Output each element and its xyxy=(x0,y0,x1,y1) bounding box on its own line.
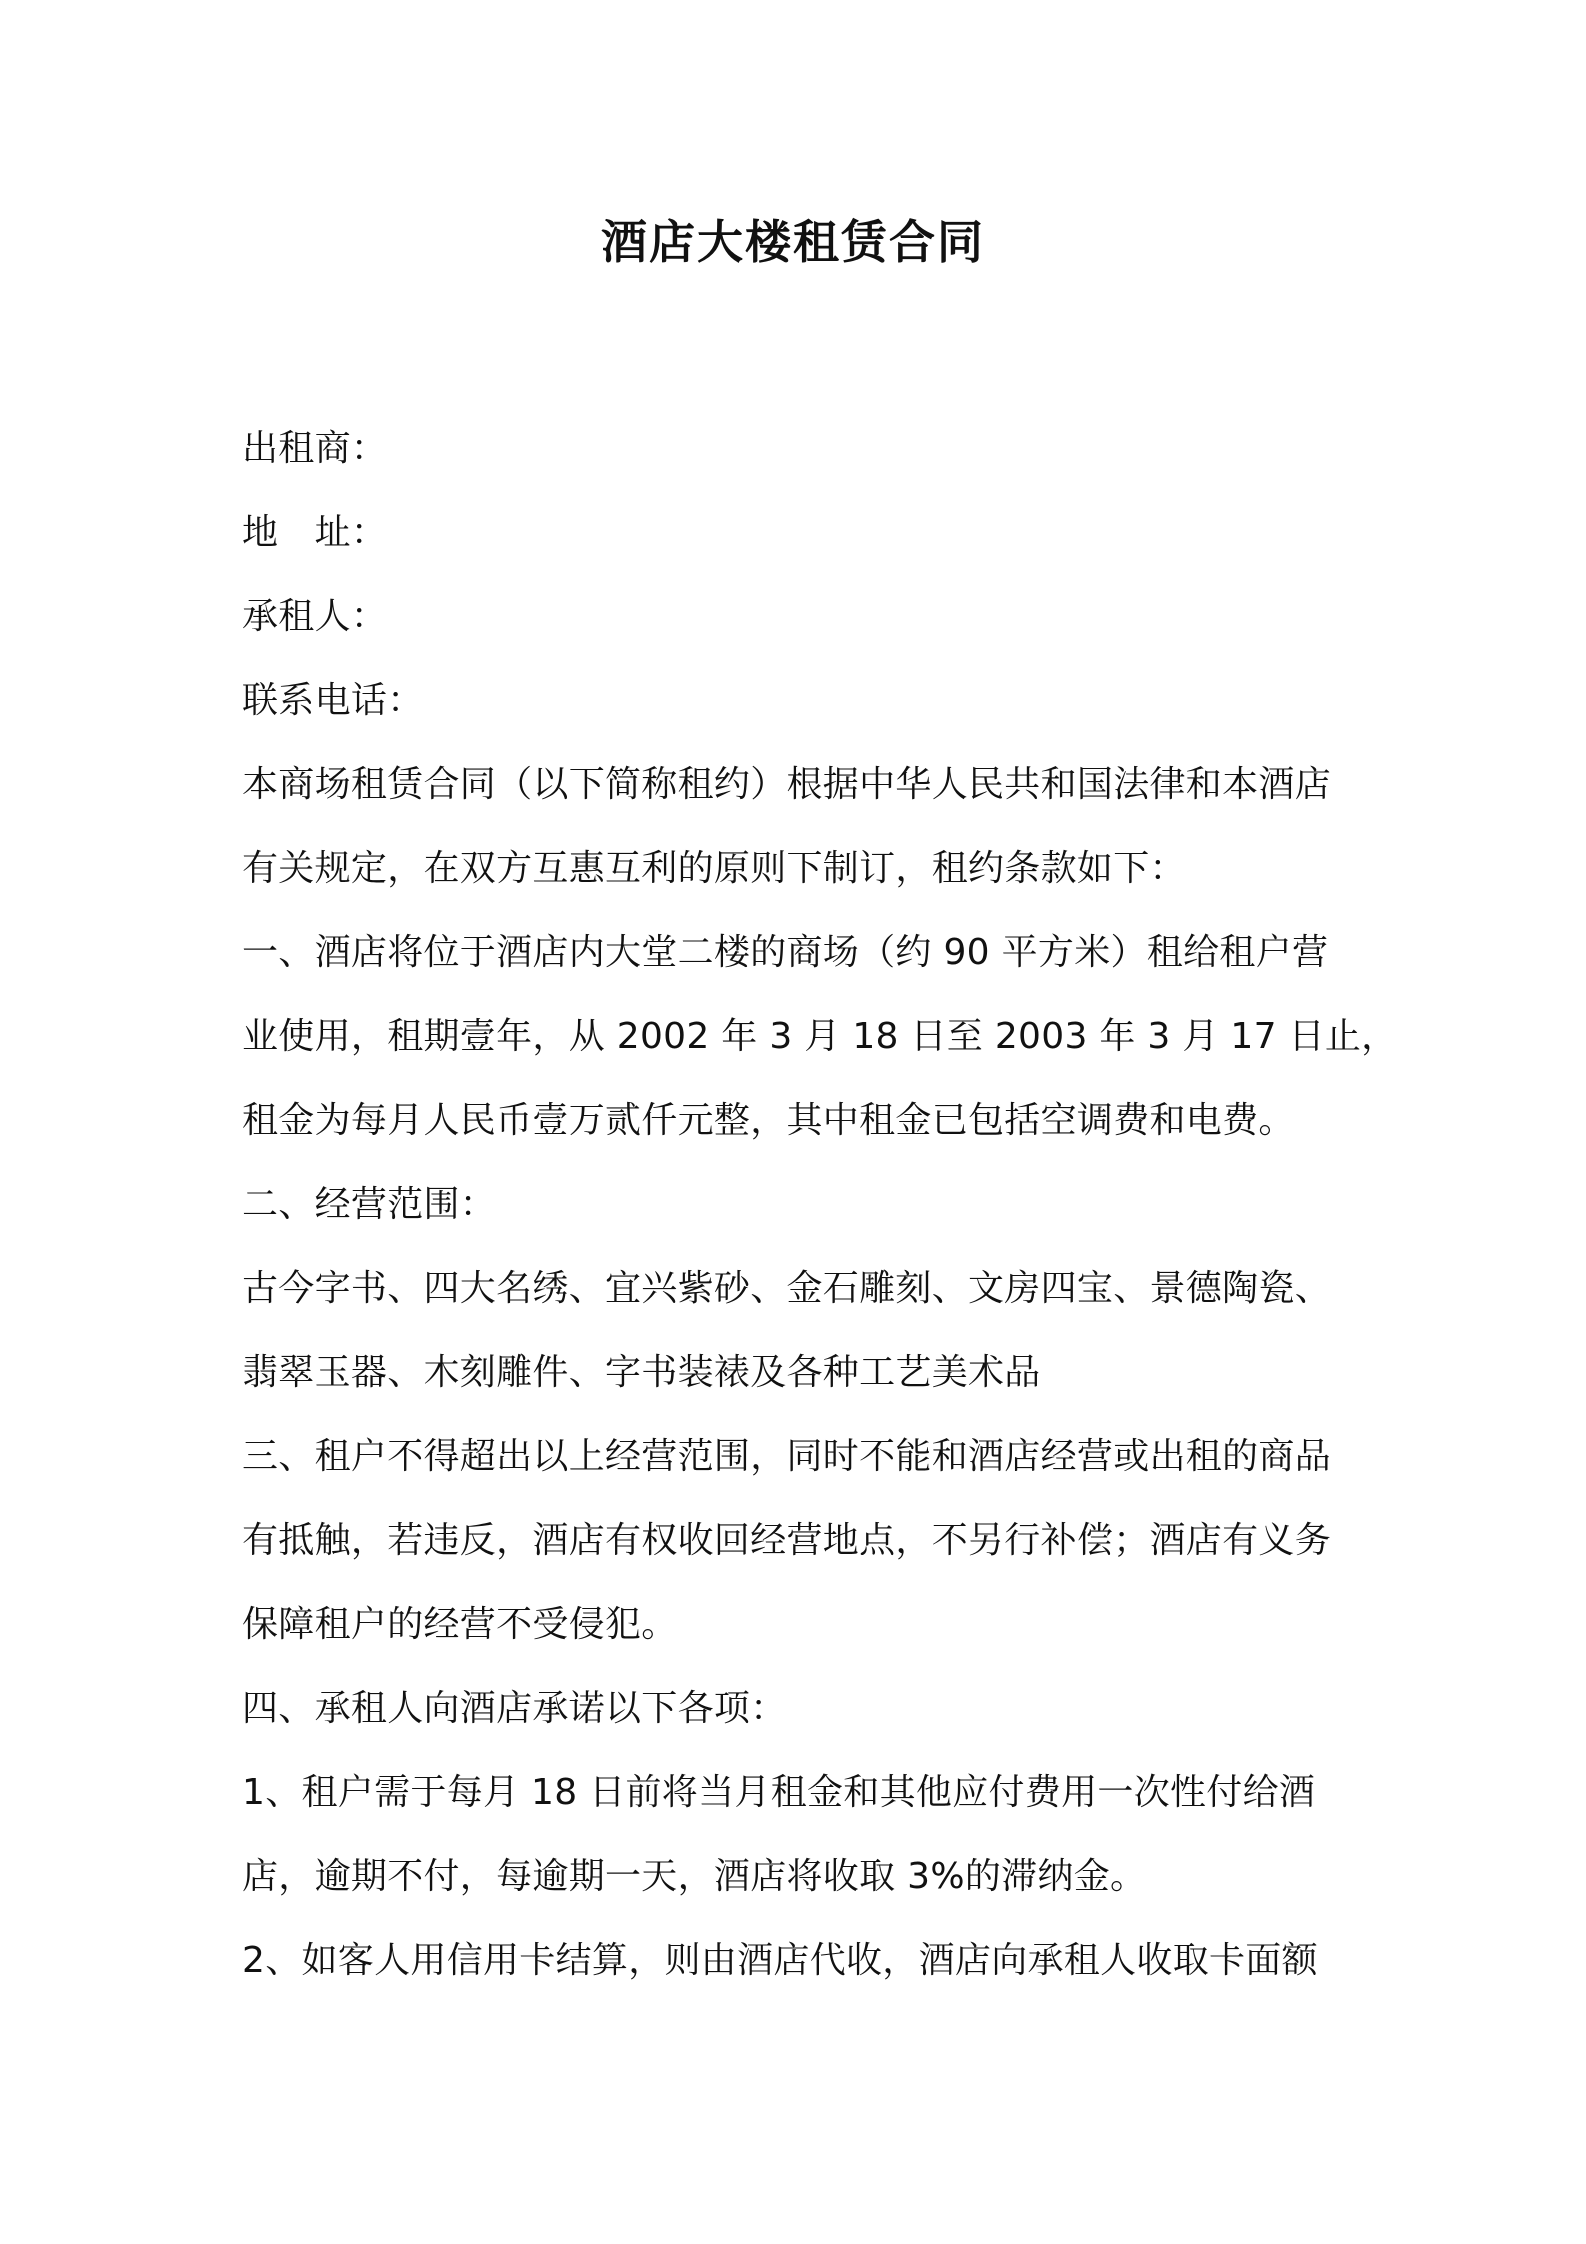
document-title: 酒店大楼租赁合同 xyxy=(601,215,985,269)
document-body xyxy=(242,407,1398,2003)
clause-4-item-2-line-1: 2、如客人用信用卡结算，则由酒店代收，酒店向承租人收取卡面额 xyxy=(242,1940,1318,1981)
clause-2-heading: 二、经营范围： xyxy=(242,1184,497,1225)
clause-3-line-1: 三、租户不得超出以上经营范围，同时不能和酒店经营或出租的商品 xyxy=(242,1436,1332,1477)
clause-2-line-1: 古今字书、四大名绣、宜兴紫砂、金石雕刻、文房四宝、景德陶瓷、 xyxy=(242,1268,1332,1309)
preamble-line-2: 有关规定，在双方互惠互利的原则下制订，租约条款如下： xyxy=(242,848,1186,889)
clause-4-item-1-line-1: 1、租户需于每月 18 日前将当月租金和其他应付费用一次性付给酒 xyxy=(242,1772,1316,1813)
address-field-label: 地 址： xyxy=(242,512,388,553)
clause-4-item-1-line-2: 店，逾期不付，每逾期一天，酒店将收取 3%的滞纳金。 xyxy=(242,1856,1147,1897)
clause-3-line-3: 保障租户的经营不受侵犯。 xyxy=(242,1604,678,1645)
clause-1-line-1: 一、酒店将位于酒店内大堂二楼的商场（约 90 平方米）租给租户营 xyxy=(242,932,1329,973)
preamble-line-1: 本商场租赁合同（以下简称租约）根据中华人民共和国法律和本酒店 xyxy=(242,764,1332,805)
clause-1-line-3: 租金为每月人民币壹万贰仟元整，其中租金已包括空调费和电费。 xyxy=(242,1100,1295,1141)
lessor-field-label: 出租商： xyxy=(242,428,388,469)
clause-3-line-2: 有抵触，若违反，酒店有权收回经营地点，不另行补偿；酒店有义务 xyxy=(242,1520,1332,1561)
clause-1-line-2: 业使用，租期壹年，从 2002 年 3 月 18 日至 2003 年 3 月 17 日止， xyxy=(242,1016,1398,1057)
clause-4-heading: 四、承租人向酒店承诺以下各项： xyxy=(242,1688,787,1729)
lessee-field-label: 承租人： xyxy=(242,596,388,637)
clause-2-line-2: 翡翠玉器、木刻雕件、字书装裱及各种工艺美术品 xyxy=(242,1352,1041,1393)
phone-field-label: 联系电话： xyxy=(242,680,424,721)
